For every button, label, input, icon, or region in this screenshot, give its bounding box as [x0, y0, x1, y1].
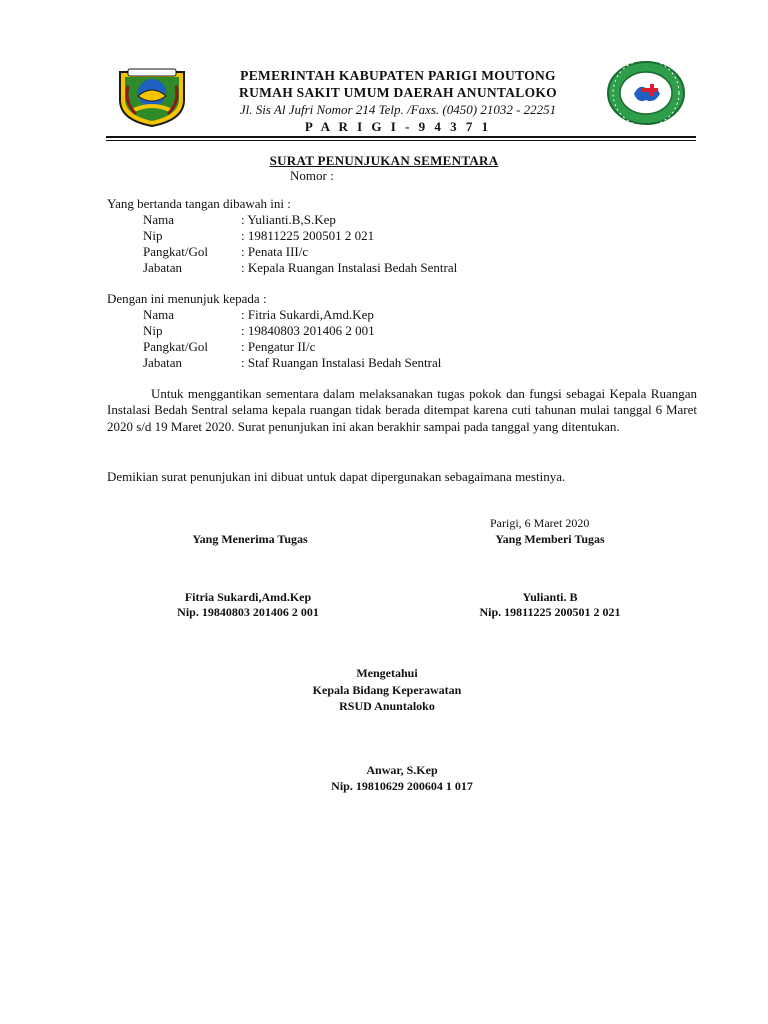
signer-value-rank: : Penata III/c	[241, 244, 309, 259]
appointee-value-rank: : Pengatur II/c	[241, 339, 316, 354]
header-hospital: RUMAH SAKIT UMUM DAERAH ANUNTALOKO	[239, 85, 557, 100]
header-government: PEMERINTAH KABUPATEN PARIGI MOUTONG	[240, 68, 556, 83]
appointee-value-nip: : 19840803 201406 2 001	[241, 323, 375, 338]
receiver-name: Fitria Sukardi,Amd.Kep	[184, 590, 312, 604]
appointee-label-position: Jabatan	[143, 355, 182, 370]
appointee-value-name: : Fitria Sukardi,Amd.Kep	[241, 307, 374, 322]
ack-heading: Mengetahui	[356, 666, 418, 680]
rsud-anuntaloko-emblem-icon	[606, 60, 686, 126]
signer-label-rank: Pangkat/Gol	[143, 244, 208, 259]
signer-label-nip: Nip	[143, 228, 163, 243]
appointee-label-name: Nama	[143, 307, 175, 322]
receiver-nip: Nip. 19840803 201406 2 001	[177, 605, 319, 619]
signer-value-nip: : 19811225 200501 2 021	[241, 228, 375, 243]
letter-title: SURAT PENUNJUKAN SEMENTARA	[269, 153, 499, 168]
letter-body: Untuk menggantikan sementara dalam melaksanakan tugas pokok dan fungsi sebagai Kepala Ruangan Instalasi Bedah Sentral selama kepala ruangan tidak berada ditempat karena cuti tahunan mulai tanggal 6 Maret 2020 s/d 19 Maret 2020. Surat penunjukan ini akan berakhir sampai pada tanggal yang ditentukan.	[107, 386, 697, 434]
signer-label-position: Jabatan	[143, 260, 182, 275]
letter-number: Nomor :	[290, 168, 334, 183]
header-address: Jl. Sis Al Jufri Nomor 214 Telp. /Faxs. (0450) 21032 - 22251	[239, 102, 557, 117]
giver-title: Yang Memberi Tugas	[495, 532, 605, 546]
giver-name: Yulianti. B	[522, 590, 578, 604]
receiver-title: Yang Menerima Tugas	[192, 532, 308, 546]
place-date: Parigi, 6 Maret 2020	[490, 516, 590, 530]
ack-nip: Nip. 19810629 200604 1 017	[331, 779, 473, 793]
ack-name: Anwar, S.Kep	[366, 763, 438, 777]
letter-closing: Demikian surat penunjukan ini dibuat untuk dapat dipergunakan sebagaimana mestinya.	[107, 469, 566, 484]
appointee-value-position: : Staf Ruangan Instalasi Bedah Sentral	[241, 355, 442, 370]
header-divider-thin	[106, 140, 696, 141]
header-city: P A R I G I - 9 4 3 7 1	[304, 119, 492, 134]
appointee-label-nip: Nip	[143, 323, 163, 338]
signer-label-name: Nama	[143, 212, 175, 227]
signer-value-name: : Yulianti.B,S.Kep	[241, 212, 336, 227]
ack-institution: RSUD Anuntaloko	[339, 699, 435, 713]
intro-signer: Yang bertanda tangan dibawah ini :	[107, 196, 291, 211]
header-divider	[106, 136, 696, 138]
appointee-label-rank: Pangkat/Gol	[143, 339, 208, 354]
signer-value-position: : Kepala Ruangan Instalasi Bedah Sentral	[241, 260, 458, 275]
intro-appointee: Dengan ini menunjuk kepada :	[107, 291, 267, 306]
ack-position: Kepala Bidang Keperawatan	[312, 683, 462, 697]
giver-nip: Nip. 19811225 200501 2 021	[479, 605, 621, 619]
kabupaten-parigi-moutong-emblem-icon	[114, 66, 190, 128]
